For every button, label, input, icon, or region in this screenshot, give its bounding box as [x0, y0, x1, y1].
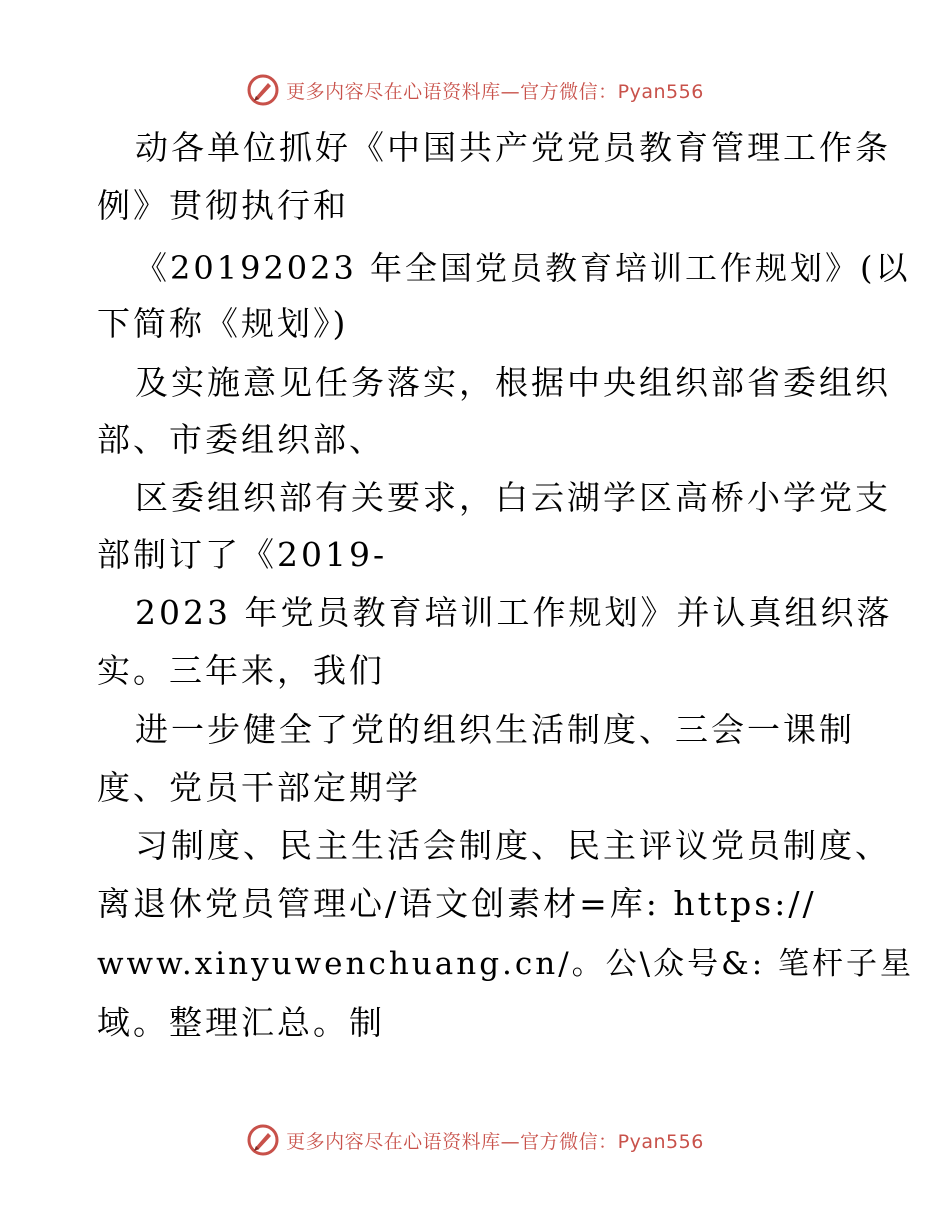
- text-line: 区委组织部有关要求，白云湖学区高桥小学党支: [135, 478, 891, 517]
- text-line: 下简称《规划》): [97, 304, 349, 343]
- text-line: 度、党员干部定期学: [97, 768, 421, 807]
- text-line: www.xinyuwenchuang.cn/。公\众号&: 笔杆子星: [97, 946, 915, 982]
- text-line: 2023 年党员教育培训工作规划》并认真组织落: [135, 593, 893, 632]
- text-line: 部制订了《2019-: [97, 535, 388, 574]
- text-line: 《20192023 年全国党员教育培训工作规划》(以: [135, 249, 911, 287]
- watermark-text: 更多内容尽在心语资料库—官方微信：Pyan556: [286, 1130, 704, 1153]
- text-line: 实。三年来，我们: [97, 651, 385, 690]
- text-line: 部、市委组织部、: [97, 420, 385, 459]
- pen-logo-icon: [246, 1123, 280, 1157]
- pen-logo-icon: [246, 73, 280, 107]
- text-line: 进一步健全了党的组织生活制度、三会一课制: [135, 710, 855, 749]
- watermark-text: 更多内容尽在心语资料库—官方微信：Pyan556: [286, 80, 704, 103]
- footer-watermark: [0, 1120, 950, 1160]
- header-watermark: [0, 70, 950, 110]
- text-line: 动各单位抓好《中国共产党党员教育管理工作条: [135, 128, 891, 167]
- text-line: 例》贯彻执行和: [97, 186, 349, 225]
- text-line: 习制度、民主生活会制度、民主评议党员制度、: [135, 826, 891, 865]
- text-line: 域。整理汇总。制: [97, 1003, 385, 1042]
- text-line: 及实施意见任务落实，根据中央组织部省委组织: [135, 363, 891, 402]
- text-line: 离退休党员管理心/语文创素材=库: https://: [97, 884, 817, 923]
